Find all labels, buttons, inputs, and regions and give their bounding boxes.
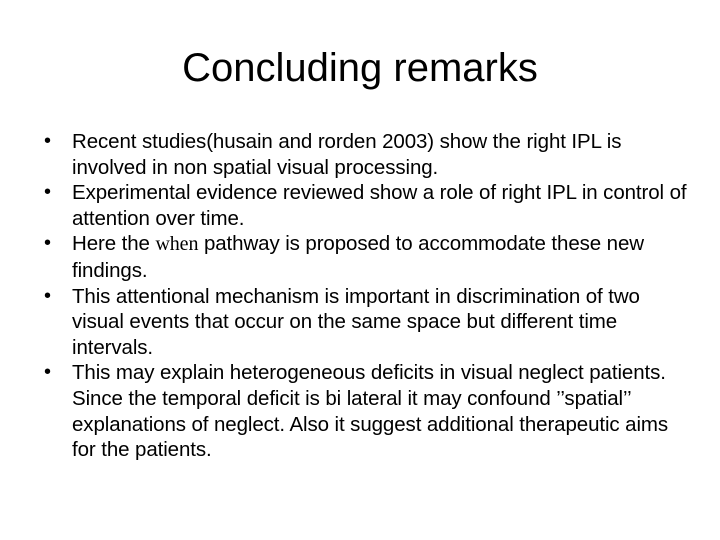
bullet-text: Recent studies(husain and rorden 2003) show the right IPL is involved in non spatial visual processing. — [72, 130, 622, 179]
when-emphasis: when — [155, 233, 199, 256]
bullet-item — [44, 284, 694, 361]
bullet-text-before: Here the — [72, 232, 156, 256]
bullet-text: This may explain heterogeneous deficits in visual neglect patients. Since the temporal deficit is bi lateral it may confound ’’spatial’’ explanations of neglect. Also it suggest additional therapeutic aims for the patients. — [72, 361, 669, 462]
bullet-marker: • — [44, 361, 51, 384]
bullet-marker: • — [44, 130, 51, 152]
slide-title: Concluding remarks — [182, 46, 538, 90]
bullet-marker: • — [44, 284, 51, 307]
bullet-marker: • — [44, 232, 51, 255]
bullet-text-after: pathway is proposed to accommodate these new findings. — [72, 232, 644, 282]
bullet-item — [44, 180, 694, 231]
bullet-text: This attentional mechanism is important in discrimination of two visual events that occur on the same space but different time intervals. — [72, 284, 640, 359]
bullet-item — [44, 231, 694, 283]
bullet-text: Experimental evidence reviewed show a role of right IPL in control of attention over time. — [72, 181, 687, 230]
bullet-item — [44, 360, 694, 462]
bullet-list — [44, 129, 694, 463]
bullet-item — [44, 129, 694, 180]
bullet-marker: • — [44, 181, 51, 204]
